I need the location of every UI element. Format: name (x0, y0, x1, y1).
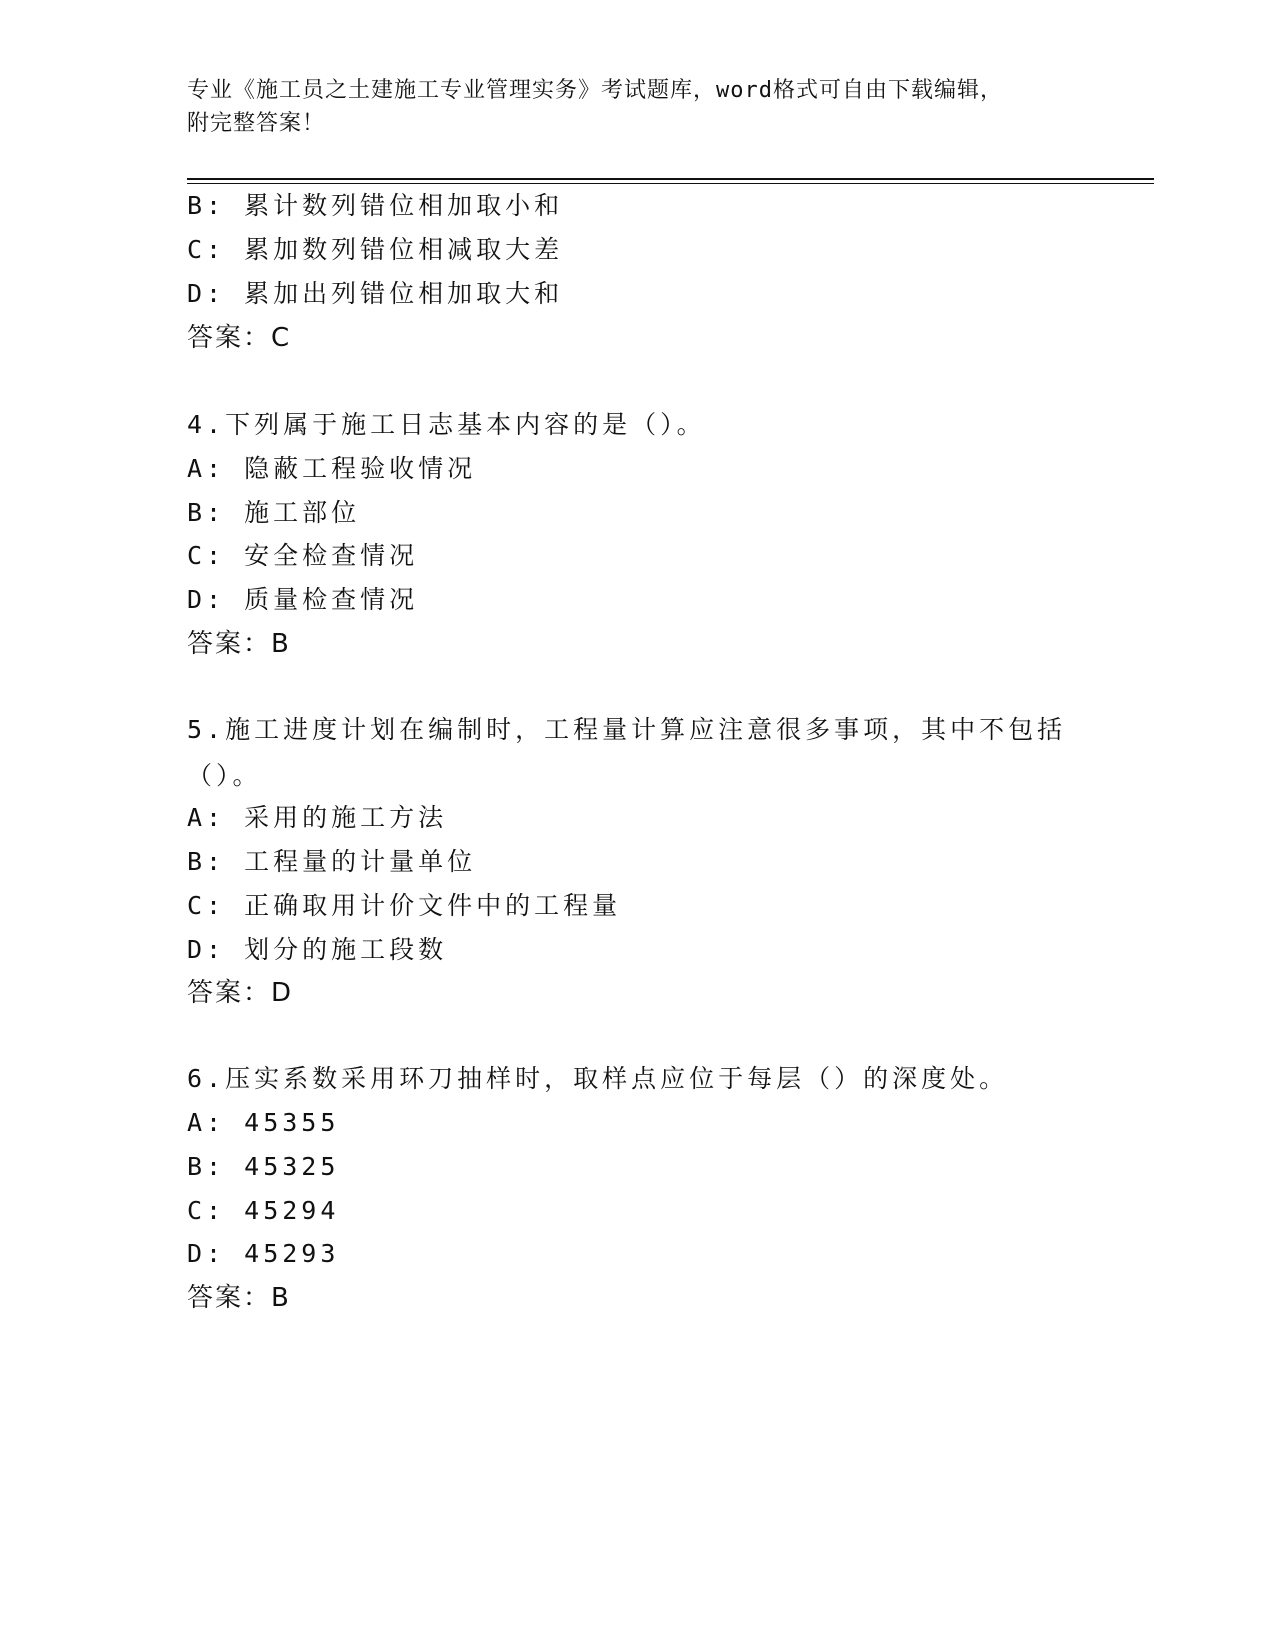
option-a: A: 隐蔽工程验收情况 (187, 454, 477, 483)
option-b: B: 累计数列错位相加取小和 (187, 191, 564, 220)
answer: 答案：D (187, 978, 294, 1008)
option-c: C: 正确取用计价文件中的工程量 (187, 891, 622, 920)
header-line-2: 附完整答案！ (187, 111, 326, 136)
answer: 答案：B (187, 1283, 291, 1313)
option-a: A: 45355 (187, 1108, 340, 1137)
header-divider-thick (187, 178, 1154, 180)
option-d: D: 累加出列错位相加取大和 (187, 279, 564, 308)
question-stem: 5.施工进度计划在编制时，工程量计算应注意很多事项，其中不包括（）。 (187, 715, 1067, 790)
answer: 答案：C (187, 323, 292, 353)
option-d: D: 质量检查情况 (187, 585, 419, 614)
header-line-1: 专业《施工员之土建施工专业管理实务》考试题库，word格式可自由下载编辑， (187, 78, 1003, 103)
option-b: B: 施工部位 (187, 498, 361, 527)
option-b: B: 45325 (187, 1152, 340, 1181)
question-stem: 6.压实系数采用环刀抽样时，取样点应位于每层（）的深度处。 (187, 1064, 1009, 1093)
option-d: D: 45293 (187, 1239, 340, 1268)
header-divider-thin (187, 183, 1154, 184)
option-c: C: 累加数列错位相减取大差 (187, 235, 564, 264)
option-a: A: 采用的施工方法 (187, 803, 448, 832)
option-c: C: 45294 (187, 1196, 340, 1225)
answer: 答案：B (187, 629, 291, 659)
option-d: D: 划分的施工段数 (187, 935, 448, 964)
document-header (187, 74, 1067, 140)
option-c: C: 安全检查情况 (187, 541, 419, 570)
option-b: B: 工程量的计量单位 (187, 847, 477, 876)
question-stem: 4.下列属于施工日志基本内容的是（）。 (187, 410, 706, 439)
